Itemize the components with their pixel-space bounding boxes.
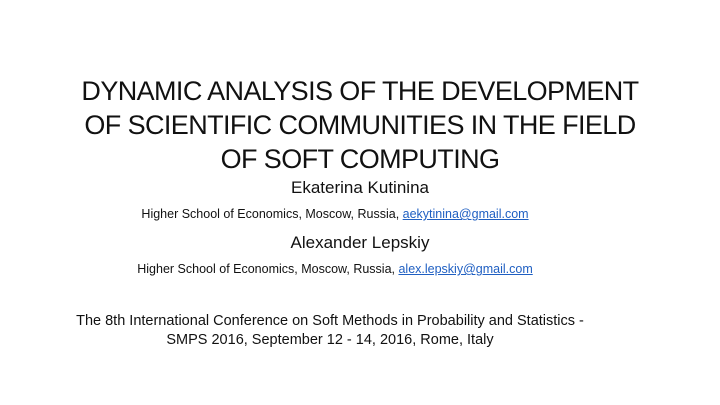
conference-info	[20, 312, 640, 350]
title-line-1: DYNAMIC ANALYSIS OF THE DEVELOPMENT	[81, 76, 639, 107]
author-affiliation-2	[0, 261, 670, 277]
affiliation-text-2: Higher School of Economics, Moscow, Russia,	[137, 262, 399, 276]
title-line-3: OF SOFT COMPUTING	[220, 144, 500, 175]
author-affiliation-1	[0, 206, 670, 222]
affiliation-text-1: Higher School of Economics, Moscow, Russia,	[141, 207, 403, 221]
email-link-2[interactable]: alex.lepskiy@gmail.com	[398, 262, 533, 276]
title-line-2: OF SCIENTIFIC COMMUNITIES IN THE FIELD	[84, 110, 636, 141]
author-name-1: Ekaterina Kutinina	[291, 178, 429, 197]
conference-line-1: The 8th International Conference on Soft Methods in Probability and Statistics -	[76, 313, 584, 329]
email-link-1[interactable]: aekytinina@gmail.com	[402, 207, 529, 221]
author-name-2: Alexander Lepskiy	[290, 233, 430, 252]
conference-line-2: SMPS 2016, September 12 - 14, 2016, Rome, Italy	[166, 332, 494, 348]
slide-title	[60, 74, 660, 176]
